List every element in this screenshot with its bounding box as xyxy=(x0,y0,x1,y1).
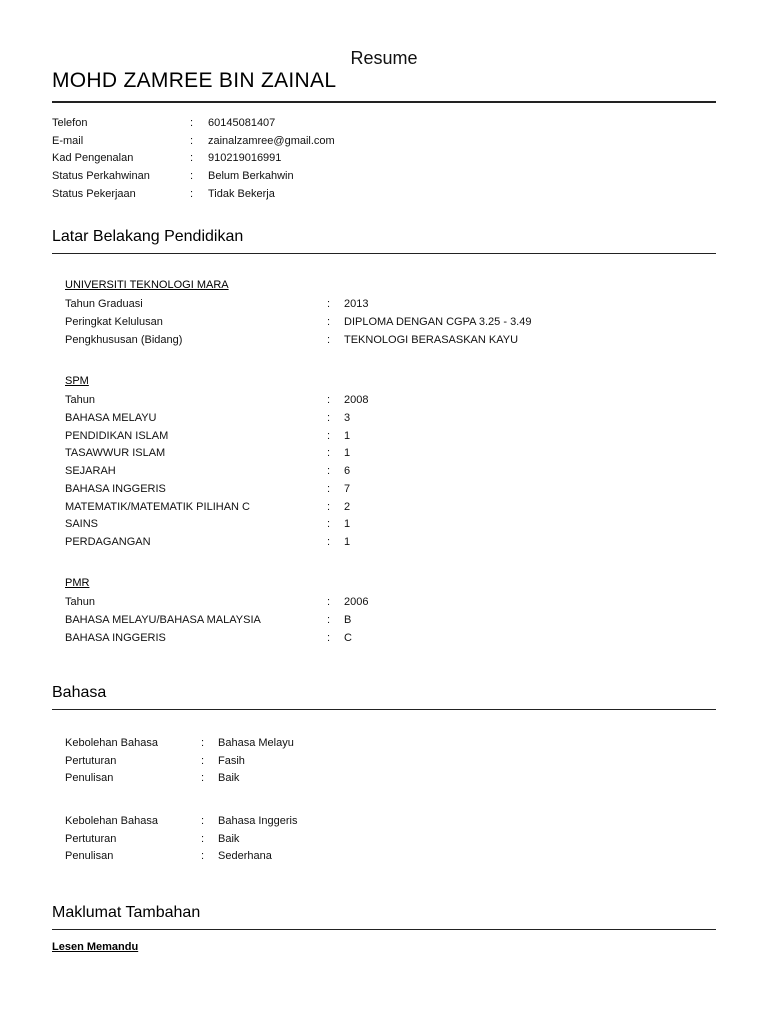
education-divider xyxy=(52,253,716,254)
field-label: Pengkhususan (Bidang) xyxy=(65,333,183,346)
field-value: DIPLOMA DENGAN CGPA 3.25 - 3.49 xyxy=(344,315,532,328)
field-label: MATEMATIK/MATEMATIK PILIHAN C xyxy=(65,500,250,513)
field-separator: : xyxy=(327,500,331,513)
field-label: SEJARAH xyxy=(65,465,116,477)
education-row xyxy=(0,315,768,329)
education-row xyxy=(0,500,768,514)
field-separator: : xyxy=(201,754,205,767)
field-value: 2006 xyxy=(344,596,369,608)
language-row xyxy=(0,754,768,768)
field-value: 1 xyxy=(344,447,351,460)
field-value: 60145081407 xyxy=(208,117,276,129)
field-value: 7 xyxy=(344,482,351,495)
education-row xyxy=(0,631,768,645)
language-section-title: Bahasa xyxy=(52,684,107,701)
additional-section-title: Maklumat Tambahan xyxy=(52,904,201,921)
field-value: Sederhana xyxy=(218,850,272,863)
language-divider xyxy=(52,709,716,710)
language-row xyxy=(0,736,768,750)
education-row xyxy=(0,595,768,609)
field-separator: : xyxy=(190,117,194,129)
field-separator: : xyxy=(201,772,205,785)
field-label: Penulisan xyxy=(65,772,114,785)
language-row xyxy=(0,832,768,846)
education-row xyxy=(0,411,768,425)
field-value: 2013 xyxy=(344,298,369,310)
additional-divider xyxy=(52,929,716,930)
field-value: Bahasa Melayu xyxy=(218,737,294,749)
field-label: SAINS xyxy=(65,518,99,531)
field-label: Tahun Graduasi xyxy=(65,298,143,310)
field-label: Pertuturan xyxy=(65,754,117,767)
education-group-heading: SPM xyxy=(65,375,89,387)
education-row xyxy=(0,429,768,443)
personal-row xyxy=(0,134,768,148)
field-label: BAHASA INGGERIS xyxy=(65,482,166,495)
field-separator: : xyxy=(327,613,331,626)
field-separator: : xyxy=(327,429,331,442)
education-group-heading: PMR xyxy=(65,577,90,589)
field-separator: : xyxy=(201,850,205,863)
field-value: 1 xyxy=(344,536,351,548)
education-row xyxy=(0,297,768,311)
field-value: Baik xyxy=(218,832,240,845)
education-row xyxy=(0,446,768,460)
field-value: Baik xyxy=(218,772,240,785)
header-divider xyxy=(52,101,716,103)
field-value: B xyxy=(344,613,352,626)
field-label: Peringkat Kelulusan xyxy=(65,315,163,328)
field-label: PERDAGANGAN xyxy=(65,536,151,548)
field-value: C xyxy=(344,631,352,644)
field-separator: : xyxy=(327,596,331,608)
field-label: BAHASA MELAYU xyxy=(65,411,157,424)
field-label: Kebolehan Bahasa xyxy=(65,815,158,827)
field-value: 1 xyxy=(344,518,351,531)
language-row xyxy=(0,849,768,863)
education-row xyxy=(0,464,768,478)
field-separator: : xyxy=(327,631,331,644)
field-separator: : xyxy=(190,170,194,183)
field-value: 6 xyxy=(344,465,351,477)
field-value: Belum Berkahwin xyxy=(208,170,294,183)
field-label: PENDIDIKAN ISLAM xyxy=(65,429,169,442)
field-separator: : xyxy=(190,134,194,147)
field-separator: : xyxy=(327,482,331,495)
education-row xyxy=(0,613,768,627)
field-separator: : xyxy=(201,815,205,827)
field-label: BAHASA MELAYU/BAHASA MALAYSIA xyxy=(65,613,261,626)
personal-row xyxy=(0,151,768,165)
field-label: Tahun xyxy=(65,596,95,608)
education-row xyxy=(0,517,768,531)
field-separator: : xyxy=(327,411,331,424)
field-separator: : xyxy=(327,315,331,328)
education-section-title: Latar Belakang Pendidikan xyxy=(52,228,244,245)
field-separator: : xyxy=(190,152,194,165)
field-separator: : xyxy=(327,465,331,477)
language-row xyxy=(0,814,768,828)
education-row xyxy=(0,482,768,496)
field-separator: : xyxy=(190,187,194,200)
field-label: Status Pekerjaan xyxy=(52,187,136,200)
field-separator: : xyxy=(327,518,331,531)
candidate-name: MOHD ZAMREE BIN ZAINAL xyxy=(52,69,337,92)
field-value: Fasih xyxy=(218,754,245,767)
language-row xyxy=(0,771,768,785)
field-label: TASAWWUR ISLAM xyxy=(65,447,166,460)
personal-row xyxy=(0,187,768,201)
field-value: Tidak Bekerja xyxy=(208,187,275,200)
field-value: zainalzamree@gmail.com xyxy=(208,134,335,147)
field-separator: : xyxy=(327,333,331,346)
field-label: Kad Pengenalan xyxy=(52,152,134,165)
field-label: Kebolehan Bahasa xyxy=(65,737,158,749)
field-separator: : xyxy=(201,832,205,845)
field-label: Telefon xyxy=(52,117,88,129)
education-row xyxy=(0,393,768,407)
field-label: Pertuturan xyxy=(65,832,117,845)
field-label: BAHASA INGGERIS xyxy=(65,631,166,644)
education-group-heading: UNIVERSITI TEKNOLOGI MARA xyxy=(65,279,229,291)
field-label: Status Perkahwinan xyxy=(52,170,150,183)
field-label: Tahun xyxy=(65,394,95,406)
personal-row xyxy=(0,116,768,130)
field-separator: : xyxy=(327,298,331,310)
field-separator: : xyxy=(327,447,331,460)
field-value: 2 xyxy=(344,500,351,513)
field-value: TEKNOLOGI BERASASKAN KAYU xyxy=(344,333,519,346)
field-value: 910219016991 xyxy=(208,152,282,165)
education-row xyxy=(0,333,768,347)
field-value: Bahasa Inggeris xyxy=(218,815,298,827)
personal-row xyxy=(0,169,768,183)
driving-license-heading: Lesen Memandu xyxy=(52,941,139,953)
field-value: 1 xyxy=(344,429,351,442)
field-separator: : xyxy=(201,737,205,749)
field-separator: : xyxy=(327,394,331,406)
field-label: E-mail xyxy=(52,134,84,147)
field-value: 2008 xyxy=(344,394,369,406)
education-row xyxy=(0,535,768,549)
field-value: 3 xyxy=(344,411,351,424)
document-title: Resume xyxy=(350,48,418,68)
field-separator: : xyxy=(327,536,331,548)
field-label: Penulisan xyxy=(65,850,114,863)
